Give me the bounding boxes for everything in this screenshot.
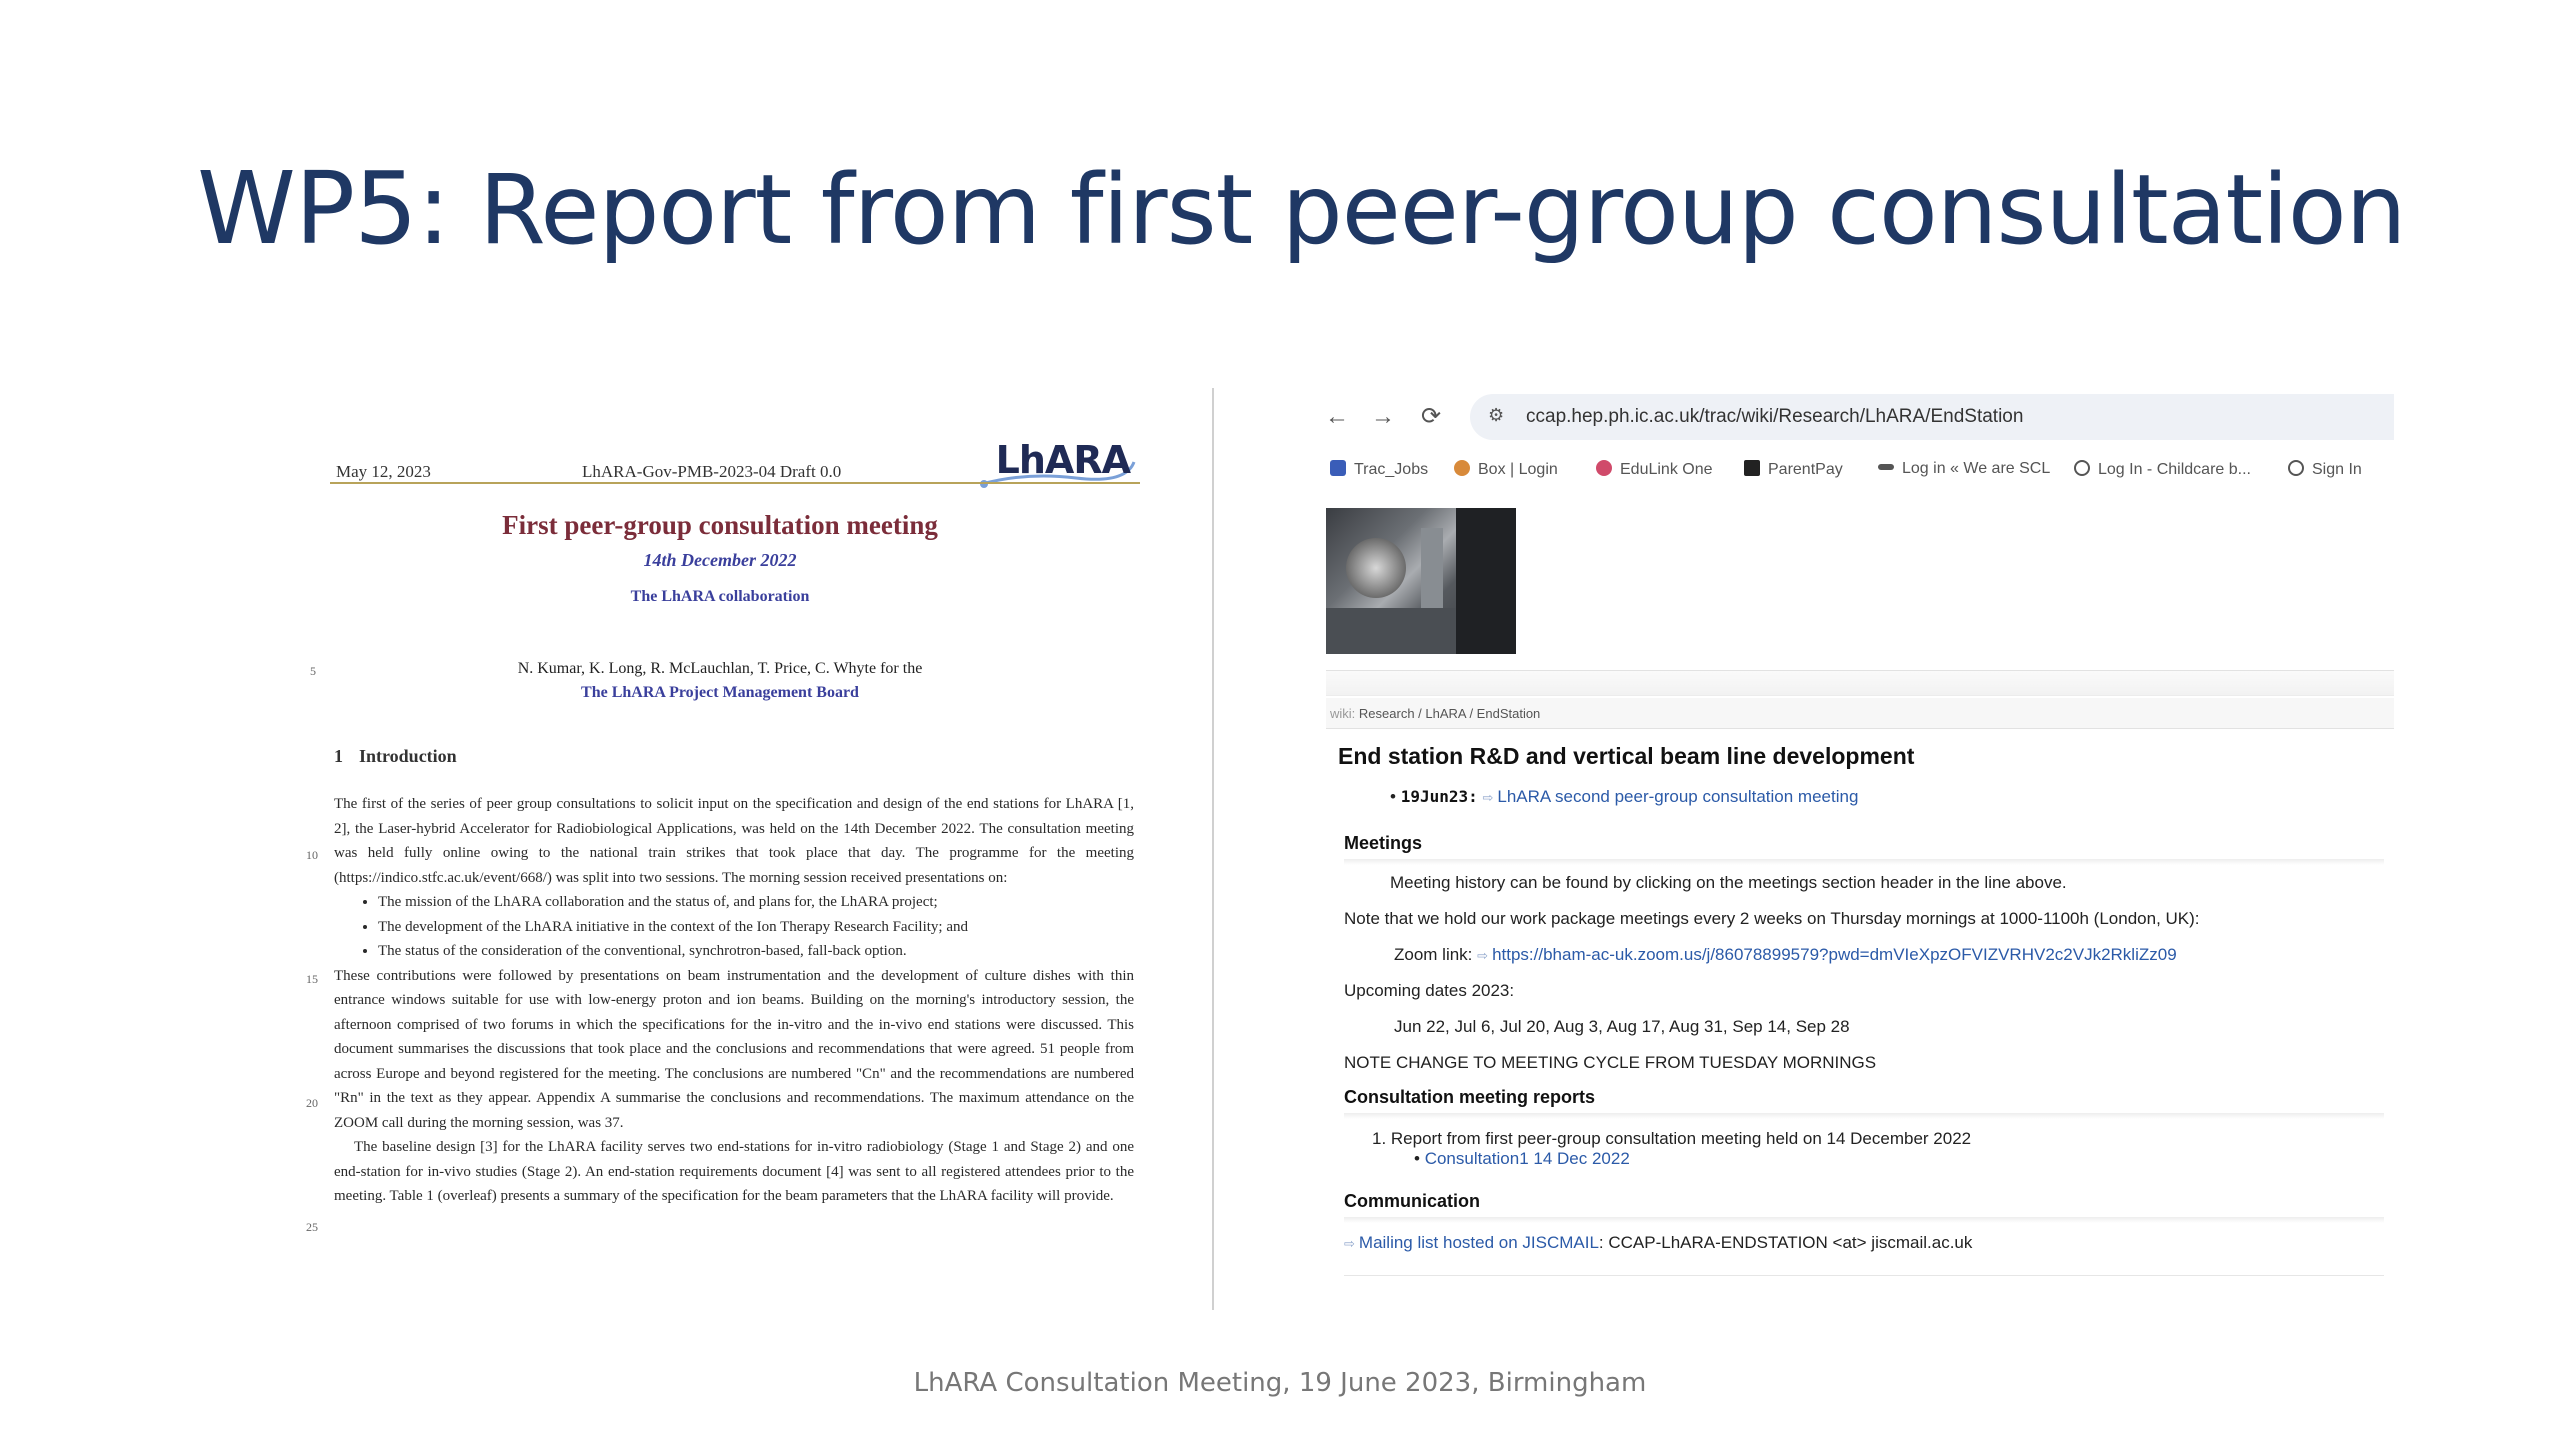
browser-toolbar	[1322, 390, 2394, 446]
logo-text: LhARA	[995, 438, 1130, 482]
bookmark-label: Sign In	[2312, 461, 2362, 478]
section-rule	[1344, 1113, 2384, 1119]
news-link[interactable]: LhARA second peer-group consultation meeting	[1497, 787, 1859, 806]
bookmarks-bar	[1322, 456, 2394, 488]
mailing-list-link[interactable]: Mailing list hosted on JISCMAIL	[1358, 1233, 1599, 1252]
document-body	[334, 792, 1134, 1209]
meetings-heading[interactable]: Meetings	[1344, 833, 1423, 853]
globe-icon	[2074, 460, 2090, 476]
cycle-change-note: NOTE CHANGE TO MEETING CYCLE FROM TUESDAY MORNINGS	[1344, 1053, 1877, 1072]
external-link-icon: ⇨	[1482, 790, 1494, 805]
bookmark-box-login[interactable]	[1454, 460, 1558, 479]
collaboration-name: The LhARA collaboration	[630, 588, 810, 605]
author-list: N. Kumar, K. Long, R. McLauchlan, T. Price, C. Whyte for the	[517, 660, 923, 677]
bookmark-label: Box | Login	[1478, 461, 1558, 478]
section-number: 1	[334, 746, 343, 766]
news-item: • 19Jun23: ⇨ LhARA second peer-group consultation meeting	[1390, 787, 1859, 806]
document-date: May 12, 2023	[336, 462, 431, 481]
bookmark-we-are-scl[interactable]	[1878, 460, 2050, 478]
address-bar[interactable]	[1470, 394, 2394, 440]
report-link-item: • Consultation1 14 Dec 2022	[1414, 1149, 1630, 1168]
header-rule	[330, 482, 1140, 484]
mailing-list-line	[1344, 1233, 1972, 1253]
bookmark-label: Log In - Childcare b...	[2098, 461, 2251, 478]
section-rule	[1344, 859, 2384, 865]
shield-icon	[1330, 460, 1346, 476]
line-number: 20	[306, 1096, 318, 1110]
contributions-paragraph: These contributions were followed by presentations on beam instrumentation and the development of culture dishes with thin entrance windows suitable for use with low-energy proton and ion beams. Building on the morning's introductory session, the afternoon comprised of two forums in which the specifications for the in-vitro and the in-vivo end stations were discussed. This document summarises the discussions that took place and the conclusions and recommendations that were agreed. 51 people from across Europe and beyond registered for the meeting. The conclusions are numbered "Cn" and the recommendations are numbered "Rn" in the text as they appear. Appendix A summarise the conclusions and recommendations. The maximum attendance on the ZOOM call during the morning session, was 37.	[334, 967, 1134, 1131]
report-document	[300, 420, 1140, 1300]
bookmark-label: Log in « We are SCL	[1902, 460, 2051, 477]
bookmark-sign-in[interactable]	[2288, 460, 2362, 479]
report-link[interactable]: Consultation1 14 Dec 2022	[1424, 1149, 1630, 1168]
breadcrumb	[1330, 706, 1540, 721]
document-title: First peer-group consultation meeting	[502, 510, 938, 540]
reports-heading: Consultation meeting reports	[1344, 1087, 1596, 1107]
section-rule	[1344, 1217, 2384, 1223]
page-heading: End station R&D and vertical beam line development	[1338, 743, 1915, 769]
bookmark-childcare[interactable]	[2074, 460, 2251, 479]
wiki-top-bar	[1326, 670, 2394, 696]
bookmark-label: Trac_Jobs	[1354, 461, 1429, 478]
section-title: Introduction	[359, 746, 457, 766]
globe-icon	[2288, 460, 2304, 476]
session-bullet-list	[334, 890, 1134, 964]
line-number: 25	[306, 1220, 318, 1234]
news-date: 19Jun23:	[1400, 787, 1478, 806]
zoom-label: Zoom link:	[1394, 945, 1473, 964]
report-item: 1. Report from first peer-group consultation meeting held on 14 December 2022	[1372, 1129, 1972, 1148]
bookmark-edulink[interactable]	[1596, 460, 1713, 479]
zoom-link-line	[1394, 945, 2177, 965]
document-reference: LhARA-Gov-PMB-2023-04 Draft 0.0	[582, 462, 842, 481]
upcoming-label: Upcoming dates 2023:	[1344, 981, 1515, 1000]
wiki-context-bar	[1326, 698, 2394, 729]
bullet-item: • The development of the LhARA initiative in the context of the Ion Therapy Research Facility; and	[378, 915, 1134, 940]
line-number: 5	[310, 664, 316, 678]
url-text[interactable]: ccap.hep.ph.ic.ac.uk/trac/wiki/Research/LhARA/EndStation	[1526, 406, 2024, 427]
breadcrumb-path[interactable]: Research / LhARA / EndStation	[1358, 706, 1541, 721]
baseline-paragraph: The baseline design [3] for the LhARA facility serves two end-stations for in-vitro radiobiology (Stage 1 and Stage 2) and one end-station for in-vivo studies (Stage 2). An end-station requirements document [4] was sent to all registered attendees prior to the meeting. Table 1 (overleaf) presents a summary of the specification for the beam parameters that the LhARA facility will provide.	[334, 1139, 1134, 1204]
meetings-note-text: Note that we hold our work package meetings every 2 weeks on Thursday mornings at 1000-1100h (London, UK):	[1344, 909, 2200, 928]
section-heading	[334, 746, 457, 767]
line-number: 10	[306, 848, 318, 862]
bullet-item: • The mission of the LhARA collaboration and the status of, and plans for, the LhARA project;	[378, 890, 1134, 915]
box-icon	[1454, 460, 1470, 476]
slide-footer: LhARA Consultation Meeting, 19 June 2023, Birmingham	[913, 1368, 1647, 1398]
upcoming-dates: Jun 22, Jul 6, Jul 20, Aug 3, Aug 17, Aug 31, Sep 14, Sep 28	[1394, 1017, 1850, 1036]
parentpay-icon	[1744, 460, 1760, 476]
meeting-date: 14th December 2022	[643, 550, 797, 570]
bookmark-label: ParentPay	[1768, 461, 1843, 478]
scl-icon	[1878, 464, 1894, 470]
line-number: 15	[306, 972, 318, 986]
slide-title	[197, 150, 2405, 267]
bookmark-label: EduLink One	[1620, 461, 1713, 478]
forward-arrow-icon[interactable]: →	[1371, 403, 1395, 430]
bookmark-trac-jobs[interactable]	[1330, 460, 1428, 479]
back-arrow-icon[interactable]: ←	[1325, 403, 1349, 430]
slide-title-rest: Report from first peer-group consultation	[449, 154, 2406, 266]
bullet-item: • The status of the consideration of the conventional, synchrotron-based, fall-back option.	[378, 939, 1134, 964]
mailing-list-address: : CCAP-LhARA-ENDSTATION <at> jiscmail.ac.uk	[1598, 1233, 1973, 1252]
browser-window	[1322, 390, 2394, 1310]
lab-equipment-photo	[1326, 508, 1516, 654]
page-bottom-rule	[1344, 1275, 2384, 1276]
communication-heading: Communication	[1344, 1191, 1481, 1211]
intro-paragraph: The first of the series of peer group consultations to solicit input on the specification and design of the end stations for LhARA [1, 2], the Laser-hybrid Accelerator for Radiobiological Applications, was held on the 14th December 2022. The consultation meeting was held fully online owing to the national train strikes that took place that day. The programme for the meeting (https://indico.stfc.ac.uk/event/668/) was split into two sessions. The morning session received presentations on:	[334, 796, 1134, 886]
bookmark-parentpay[interactable]	[1744, 460, 1843, 479]
zoom-link[interactable]: https://bham-ac-uk.zoom.us/j/86078899579?pwd=dmVIeXpzOFVIZVRHV2c2VJk2RkliZz09	[1492, 945, 2177, 964]
reload-icon[interactable]: ⟳	[1420, 403, 1442, 430]
board-name: The LhARA Project Management Board	[581, 684, 859, 701]
breadcrumb-prefix: wiki:	[1330, 706, 1356, 721]
panel-divider	[1212, 388, 1214, 1310]
slide-title-prefix: WP5:	[197, 150, 450, 267]
site-settings-icon[interactable]: ⚙	[1488, 405, 1505, 425]
external-link-icon: ⇨	[1344, 1236, 1355, 1251]
edulink-icon	[1596, 460, 1612, 476]
external-link-icon: ⇨	[1477, 948, 1489, 963]
meetings-history-text: Meeting history can be found by clicking on the meetings section header in the line above.	[1390, 873, 2067, 892]
wiki-page-content	[1322, 735, 2394, 1310]
